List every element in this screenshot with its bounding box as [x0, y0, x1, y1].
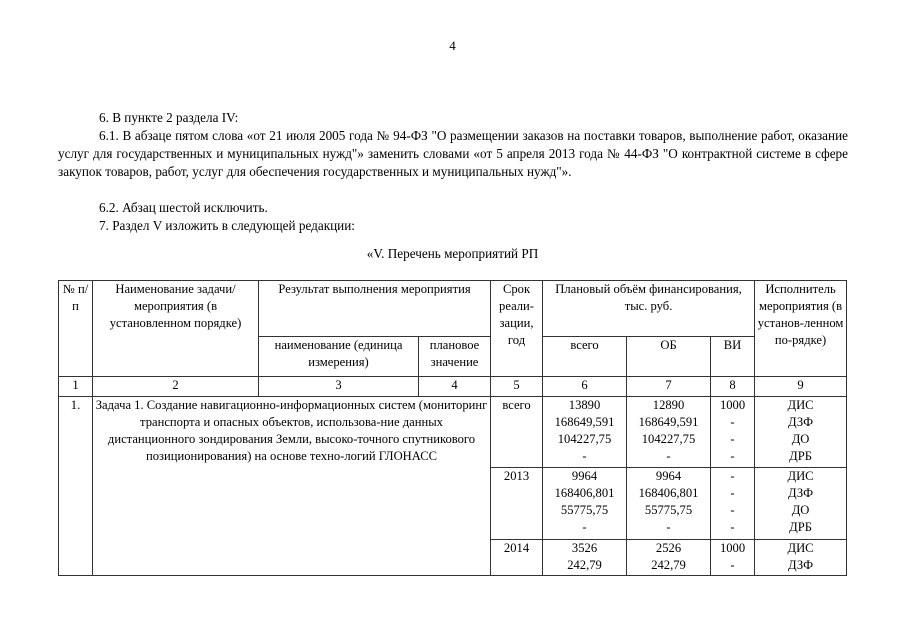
col-number: 8 [711, 377, 755, 397]
ob-cell: 9964 168406,801 55775,75 - [627, 468, 711, 540]
measures-table [58, 280, 847, 576]
header-total: всего [543, 337, 627, 377]
column-numbers-row [59, 377, 847, 397]
row-number: 1. [59, 397, 93, 576]
header-funding: Плановый объём финансирования, тыс. руб. [543, 281, 755, 337]
total-cell: 3526 242,79 [543, 540, 627, 576]
table-row [59, 397, 847, 468]
header-result-name: наименование (единица измерения) [259, 337, 419, 377]
paragraph-6-2: 6.2. Абзац шестой исключить. [99, 200, 268, 215]
header-result-value: плановое значение [419, 337, 491, 377]
paragraph-7: 7. Раздел V изложить в следующей редакции: [99, 218, 355, 233]
executor-cell: ДИС ДЗФ ДО ДРБ [755, 397, 847, 468]
task-description: Задача 1. Создание навигационно-информационных систем (мониторинг транспорта и опасных объектов, использова-ние данных дистанционного зондирования Земли, высоко-точного спутникового позиционирования) на основе техно-логий ГЛОНАСС [93, 397, 491, 576]
ob-cell: 12890 168649,591 104227,75 - [627, 397, 711, 468]
col-number: 4 [419, 377, 491, 397]
total-cell: 9964 168406,801 55775,75 - [543, 468, 627, 540]
col-number: 7 [627, 377, 711, 397]
total-cell: 13890 168649,591 104227,75 - [543, 397, 627, 468]
vi-cell: - - - - [711, 468, 755, 540]
header-executor: Исполнитель мероприятия (в установ-ленном по-рядке) [755, 281, 847, 377]
paragraph-6: 6. В пункте 2 раздела IV: [99, 110, 239, 125]
header-task-name: Наименование задачи/мероприятия (в установленном порядке) [93, 281, 259, 377]
period-cell: 2014 [491, 540, 543, 576]
section-title: «V. Перечень мероприятий РП [366, 246, 539, 261]
paragraph-6-1: 6.1. В абзаце пятом слова «от 21 июля 2005 года № 94-ФЗ "О размещении заказов на поставки товаров, выполнение работ, оказание услуг для государственных и муниципальных нужд"» заменить словами «от 5 апреля 2013 года № 44-ФЗ "О контрактной системе в сфере закупок товаров, работ, услуг для обеспечения государственных и муниципальных нужд"». [58, 128, 848, 179]
vi-cell: 1000 - - - [711, 397, 755, 468]
header-num: № п/п [59, 281, 93, 377]
col-number: 6 [543, 377, 627, 397]
vi-cell: 1000 - [711, 540, 755, 576]
col-number: 1 [59, 377, 93, 397]
header-period: Срок реали-зации, год [491, 281, 543, 377]
executor-cell: ДИС ДЗФ [755, 540, 847, 576]
header-result: Результат выполнения мероприятия [259, 281, 491, 337]
col-number: 9 [755, 377, 847, 397]
header-vi: ВИ [711, 337, 755, 377]
executor-cell: ДИС ДЗФ ДО ДРБ [755, 468, 847, 540]
period-cell: всего [491, 397, 543, 468]
col-number: 2 [93, 377, 259, 397]
ob-cell: 2526 242,79 [627, 540, 711, 576]
header-ob: ОБ [627, 337, 711, 377]
page-number: 4 [449, 38, 456, 53]
col-number: 5 [491, 377, 543, 397]
col-number: 3 [259, 377, 419, 397]
period-cell: 2013 [491, 468, 543, 540]
